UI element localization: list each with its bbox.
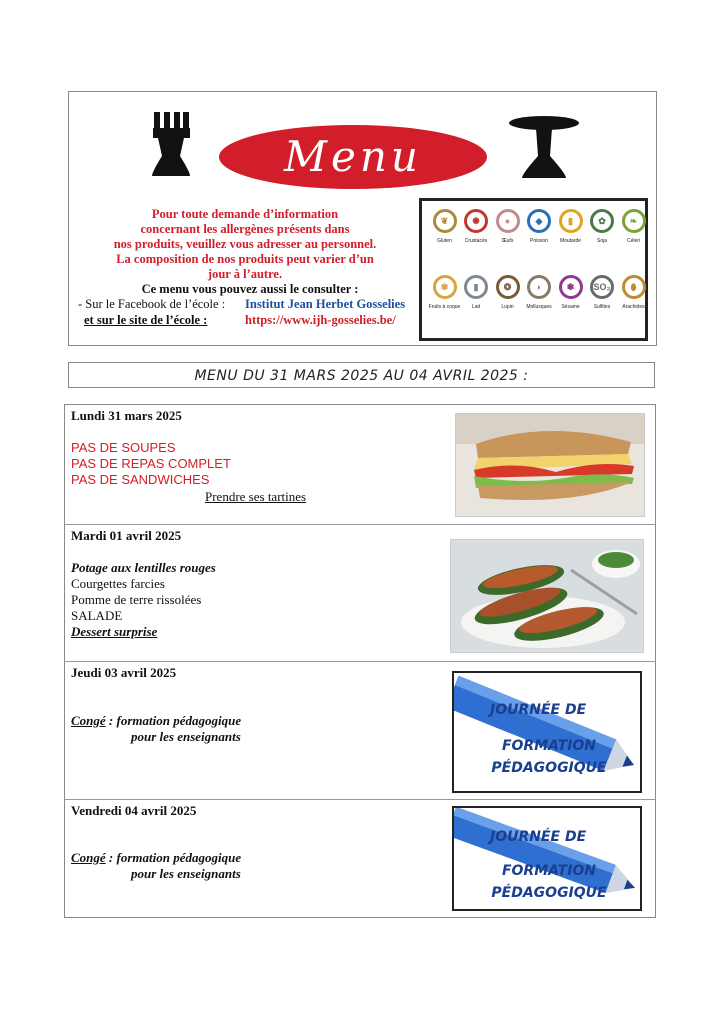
sesame-icon: ✽ xyxy=(559,275,583,299)
menu-date-bar xyxy=(68,362,655,388)
milk-icon: ▮ xyxy=(464,275,488,299)
allergen-item xyxy=(460,209,493,244)
notice-line: PAS DE SANDWICHES xyxy=(71,472,210,487)
conge-text: : formation pédagogique xyxy=(105,850,242,865)
site-value[interactable]: https://www.ijh-gosselies.be/ xyxy=(245,313,396,327)
soy-icon: ✿ xyxy=(590,209,614,233)
allergen-item xyxy=(586,275,619,310)
conge-text: : formation pédagogique xyxy=(105,713,242,728)
shell-icon: ◗ xyxy=(527,275,551,299)
allergen-item xyxy=(491,209,524,244)
info-line: concernant les allergènes présents dans xyxy=(140,222,350,236)
tuesday-dishes xyxy=(71,576,201,624)
allergen-label: Crustacés xyxy=(464,238,488,244)
info-line: Pour toute demande d’information xyxy=(151,207,339,221)
allergen-label: Sulfites xyxy=(593,304,611,310)
site-row xyxy=(84,312,207,328)
allergen-item xyxy=(617,209,650,244)
allergen-label: Œufs xyxy=(501,238,514,244)
peanut-icon: ⬮ xyxy=(622,275,646,299)
allergen-item xyxy=(617,275,650,310)
day-title-monday: Lundi 31 mars 2025 xyxy=(71,408,182,423)
day-separator xyxy=(64,799,656,800)
facebook-link[interactable] xyxy=(245,296,405,312)
friday-conge-line2: pour les enseignants xyxy=(131,866,241,881)
day-title-friday: Vendredi 04 avril 2025 xyxy=(71,803,197,818)
menu-logo xyxy=(219,125,487,189)
allergen-label: Poisson xyxy=(530,238,548,244)
fish-icon: ◆ xyxy=(527,209,551,233)
thursday-conge xyxy=(71,713,241,729)
allergen-label: Sésame xyxy=(561,304,580,310)
banner-line2: FORMATION PÉDAGOGIQUE xyxy=(491,863,607,901)
stuffed-zucchini-photo xyxy=(450,539,644,653)
tuesday-dessert: Dessert surprise xyxy=(71,624,158,639)
allergen-label: Soja xyxy=(596,238,607,244)
dish-line: SALADE xyxy=(71,608,123,623)
notice-line: PAS DE REPAS COMPLET xyxy=(71,456,231,471)
allergen-panel xyxy=(419,198,648,341)
info-line: La composition de nos produits peut varier d’un xyxy=(116,252,374,266)
allergen-label: Lupin xyxy=(501,304,514,310)
cake-stand-icon xyxy=(508,114,580,180)
friday-conge xyxy=(71,850,241,866)
allergen-label: Fruits à coque xyxy=(428,304,461,310)
facebook-value[interactable]: Institut Jean Herbet Gosselies xyxy=(245,297,406,311)
site-label: et sur le site de l’école : xyxy=(84,313,208,327)
allergen-item xyxy=(523,275,556,310)
allergen-label: Gluten xyxy=(437,238,452,244)
nut-icon: ✾ xyxy=(433,275,457,299)
day-title-thursday: Jeudi 03 avril 2025 xyxy=(71,665,177,680)
allergen-info xyxy=(95,207,395,282)
allergen-item xyxy=(460,275,493,310)
banner-line2: FORMATION PÉDAGOGIQUE xyxy=(491,738,607,776)
sulfite-icon: SO₂ xyxy=(590,275,614,299)
consult-title: Ce menu vous pouvez aussi le consulter : xyxy=(141,282,359,296)
menu-title: MENU DU 31 MARS 2025 AU 04 AVRIL 2025 : xyxy=(194,368,529,384)
allergen-label: Moutarde xyxy=(559,238,582,244)
celery-icon: ❧ xyxy=(622,209,646,233)
facebook-row xyxy=(78,296,225,312)
egg-icon: ● xyxy=(496,209,520,233)
tuesday-soup: Potage aux lentilles rouges xyxy=(71,560,216,575)
thursday-conge-line2: pour les enseignants xyxy=(131,729,241,744)
monday-notice xyxy=(71,440,231,488)
formation-banner xyxy=(452,671,642,793)
allergen-label: Mollusques xyxy=(526,304,552,310)
mustard-icon: ▮ xyxy=(559,209,583,233)
menu-logo-text: Menu xyxy=(284,132,422,181)
allergen-item xyxy=(554,209,587,244)
notice-line: PAS DE SOUPES xyxy=(71,440,176,455)
allergen-item xyxy=(428,275,461,310)
banner-line1: JOURNÉE DE xyxy=(490,829,587,845)
wheat-icon: ❦ xyxy=(433,209,457,233)
allergen-item xyxy=(554,275,587,310)
facebook-label: - Sur le Facebook de l’école : xyxy=(78,297,226,311)
day-separator xyxy=(64,661,656,662)
allergen-label: Lait xyxy=(471,304,481,310)
monday-note: Prendre ses tartines xyxy=(205,489,307,504)
conge-label: Congé xyxy=(71,850,106,865)
conge-label: Congé xyxy=(71,713,106,728)
lupin-icon: ❂ xyxy=(496,275,520,299)
fork-icon xyxy=(150,112,192,176)
allergen-label: Arachides xyxy=(622,304,645,310)
sandwich-photo xyxy=(455,413,645,517)
site-link[interactable] xyxy=(245,312,396,328)
allergen-item xyxy=(428,209,461,244)
crab-icon: ✺ xyxy=(464,209,488,233)
info-line: nos produits, veuillez vous adresser au personnel. xyxy=(113,237,377,251)
banner-line1: JOURNÉE DE xyxy=(490,702,587,718)
dish-line: Courgettes farcies xyxy=(71,576,165,591)
day-separator xyxy=(64,524,656,525)
dish-line: Pomme de terre rissolées xyxy=(71,592,202,607)
allergen-item xyxy=(491,275,524,310)
allergen-item xyxy=(523,209,556,244)
formation-banner xyxy=(452,806,642,911)
day-title-tuesday: Mardi 01 avril 2025 xyxy=(71,528,182,543)
allergen-label: Céleri xyxy=(626,238,641,244)
allergen-item xyxy=(586,209,619,244)
info-line: jour à l’autre. xyxy=(207,267,283,281)
